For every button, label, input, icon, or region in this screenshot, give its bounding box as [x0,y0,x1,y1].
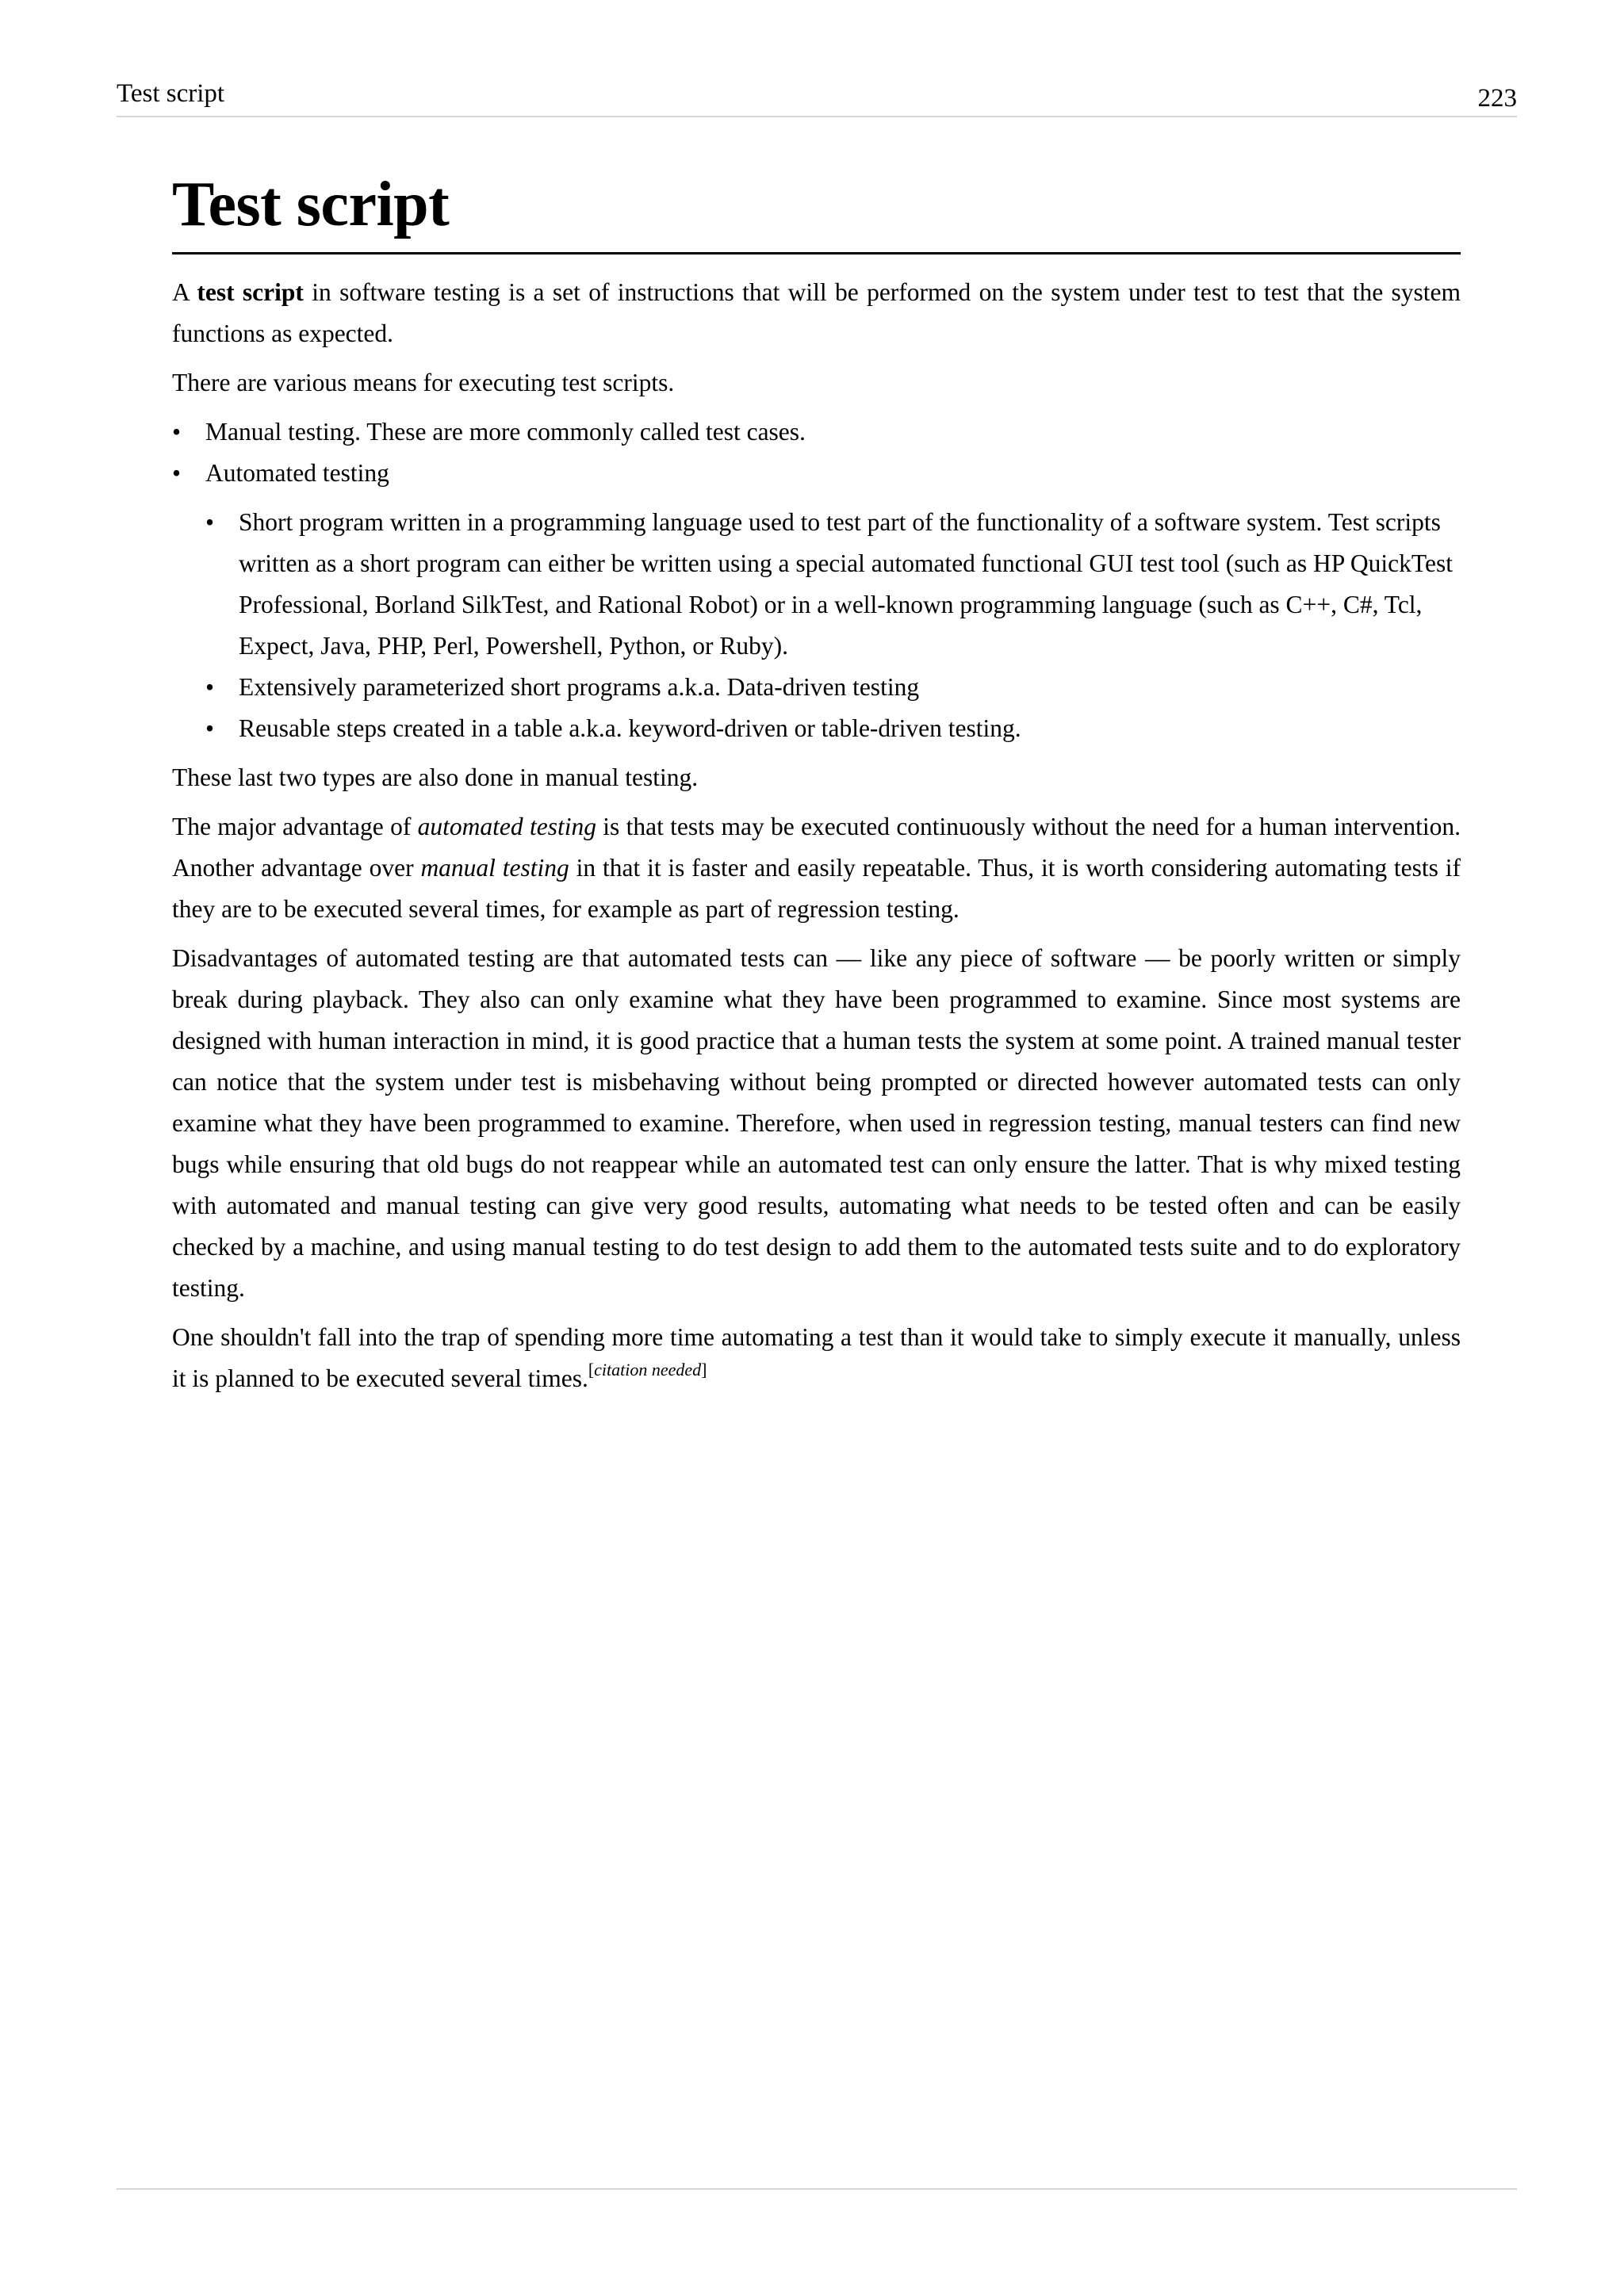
citation-close-bracket: ] [701,1360,707,1380]
subitem-label: Extensively parameterized short programs a.k.a. Data-driven testing [239,673,920,701]
list-item [205,502,1461,667]
means-item-label: Automated testing [205,459,389,487]
bullet-icon: • [205,673,215,701]
citation-text: citation needed [594,1360,702,1380]
subitem-label: Reusable steps created in a table a.k.a. keyword-driven or table-driven testing. [239,714,1021,742]
intro-paragraph [172,272,1461,354]
list-item [205,708,1461,749]
page-header [117,76,1517,117]
bullet-icon: • [172,459,182,487]
citation-needed [588,1360,707,1380]
list-item [172,453,1461,494]
bullet-icon: • [205,714,215,742]
disadvantages-paragraph: Disadvantages of automated testing are that automated tests can — like any piece of software — be poorly written or simply break during playback. They also can only examine what they have been programmed to examine. Since most systems are designed with human interaction in mind, it is good practice that a human tests the system at some point. A trained manual tester can notice that the system under test is misbehaving without being prompted or directed however automated tests can only examine what they have been programmed to examine. Therefore, when used in regression testing, manual testers can find new bugs while ensuring that old bugs do not reappear while an automated test can only ensure the latter. That is why mixed testing with automated and manual testing can give very good results, automating what needs to be tested often and can be easily checked by a machine, and using manual testing to do test design to add them to the automated tests suite and to do exploratory testing. [172,944,1461,1302]
last-two-paragraph: These last two types are also done in manual testing. [172,763,699,791]
means-intro-paragraph: There are various means for executing test scripts. [172,369,675,396]
article-title: Test script [172,159,1461,254]
page-number: 223 [1477,84,1517,113]
intro-rest: in software testing is a set of instructions that will be performed on the system under test to test that the system functions as expected. [172,278,1461,347]
advantage-paragraph [172,806,1461,930]
intro-article-word: A [172,278,190,306]
subitem-label: Short program written in a programming language used to test part of the functionality of a software system. Test scripts written as a short program can either be written using a special automated functional GUI test tool (such as HP QuickTest Professional, Borland SilkTest, and Rational Robot) or in a well-known programming language (such as C++, C#, Tcl, Expect, Java, PHP, Perl, Powershell, Python, or Ruby). [239,508,1453,660]
manual-testing-term: manual testing [420,854,569,882]
advantage-part-3: in that it is faster and easily repeatable. Thus, it is worth considering automating tests if they are to be executed several times, for example as part of regression testing. [172,854,1461,923]
list-item [205,667,1461,708]
means-list [172,411,1461,494]
advantage-part-2: is that tests may be executed continuously without the need for a human intervention. Another advantage over [172,813,1461,882]
list-item [172,411,1461,453]
automated-sublist [205,502,1461,749]
running-title: Test script [117,79,225,108]
bullet-icon: • [172,418,182,446]
intro-term: test script [197,278,304,306]
article-body [172,159,1461,1399]
advantage-part-1: The major advantage of [172,813,412,840]
bullet-icon: • [205,508,215,536]
conclusion-text: One shouldn't fall into the trap of spending more time automating a test than it would take to simply execute it manually, unless it is planned to be executed several times. [172,1323,1461,1392]
page-footer-rule [117,2188,1517,2190]
citation-open-bracket: [ [588,1360,595,1380]
means-item-label: Manual testing. These are more commonly called test cases. [205,418,806,446]
conclusion-paragraph [172,1317,1461,1399]
automated-testing-term: automated testing [417,813,596,840]
